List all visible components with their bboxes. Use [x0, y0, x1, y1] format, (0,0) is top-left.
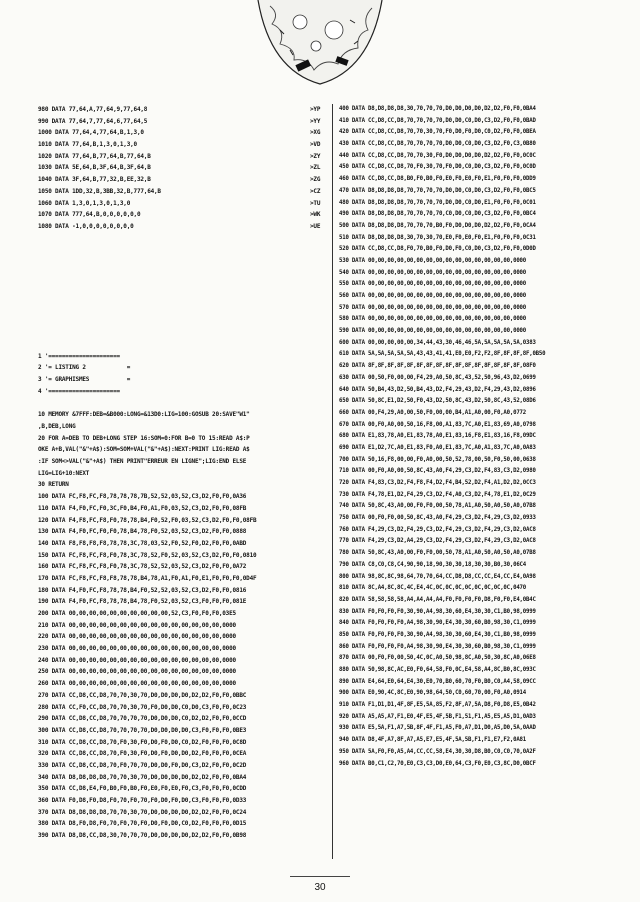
checksum: >ZL	[310, 164, 321, 172]
listing-line: 450 DATA CC,D8,CC,D8,70,F0,30,70,F0,D0,C0,D0,C3,D2,F0,F0,0C0D	[339, 164, 536, 171]
code-text: 990 DATA 77,64,7,77,64,6,77,64,5	[38, 117, 148, 125]
listing-line: 630 DATA 00,50,F0,00,00,F4,29,A0,50,8C,43,52,50,96,43,D2,0699	[339, 374, 536, 381]
listing-line: 180 DATA F4,F0,FC,F8,78,78,B4,F0,52,52,03,52,C3,D2,F0,F0,0816	[38, 586, 247, 594]
listing-line: 520 DATA CC,D8,CC,D8,F0,70,B0,F0,D0,F0,C0,D0,C3,D2,F0,F0,0D0D	[339, 246, 536, 253]
checksum: >CZ	[310, 187, 321, 195]
listing-line: 840 DATA F0,F0,F0,F0,A4,98,30,90,E4,30,30,60,B0,98,30,C1,0999	[339, 620, 536, 627]
listing-line: 120 DATA F4,F8,FC,F8,F0,78,78,B4,F0,52,F0,03,52,C3,D2,F0,F0,08FB	[38, 516, 257, 524]
listing-line: 230 DATA 00,00,00,00,00,00,00,00,00,00,00,00,00,00,00,0000	[38, 645, 236, 653]
code-text: 1080 DATA -1,0,0,0,0,0,0,0,0	[38, 222, 134, 230]
listing-line: LIG=LIG+10:NEXT	[38, 469, 90, 477]
listing-line	[38, 151, 338, 163]
listing-line: 270 DATA CC,D8,CC,D8,70,70,30,70,D0,D0,D0,D0,D2,D2,F0,F0,0BBC	[38, 691, 247, 699]
listing-line: 810 DATA 8C,A4,8C,8C,4C,E4,4C,0C,0C,0C,0C,0C,0C,0C,0C,0470	[339, 585, 527, 592]
listing-line: 460 DATA CC,D8,CC,D8,B0,F0,B0,F0,E0,F0,E0,F0,E1,F0,F0,F0,0DD9	[339, 176, 536, 183]
listing-line: 910 DATA F1,D1,D1,4F,8F,E5,5A,85,F2,8F,A7,5A,D8,F0,D8,E5,0B42	[339, 702, 536, 709]
listing-line: 750 DATA 00,F0,F0,00,50,8C,43,A0,F4,29,C3,D2,F4,29,C3,D2,0933	[339, 515, 536, 522]
checksum: >ZG	[310, 176, 321, 184]
listing-line: 800 DATA 98,8C,8C,98,64,70,70,64,CC,D8,D8,CC,CC,E4,CC,E4,0A98	[339, 573, 536, 580]
listing-line: 670 DATA 00,F0,A0,00,50,16,F8,00,A1,83,7C,A0,E1,83,69,A0,0798	[339, 421, 536, 428]
listing-line: 130 DATA F4,F0,FC,F0,F0,78,B4,78,F0,52,03,52,C3,D2,F0,F0,0888	[38, 528, 247, 536]
right-column	[339, 104, 629, 770]
listing-line: 700 DATA 50,16,F8,00,00,F0,A0,00,50,52,78,00,50,F0,50,00,0638	[339, 456, 536, 463]
listing-line: 260 DATA 00,00,00,00,00,00,00,00,00,00,00,00,00,00,00,0000	[38, 680, 236, 688]
listing-line: 600 DATA 00,00,00,00,00,34,44,43,30,46,46,5A,5A,5A,5A,5A,0383	[339, 339, 536, 346]
listing-line	[38, 104, 338, 116]
listing-line: 190 DATA F4,F0,FC,F8,78,78,B4,78,F0,52,03,52,C3,F0,F0,F0,081E	[38, 598, 247, 606]
cartoon-illustration	[250, 0, 390, 92]
listing-line: 730 DATA F4,78,E1,D2,F4,29,C3,D2,F4,A0,C3,D2,F4,78,E1,D2,0C29	[339, 491, 536, 498]
listing-line: 210 DATA 00,00,00,00,00,00,00,00,00,00,00,00,00,00,00,0000	[38, 621, 236, 629]
listing-line: 940 DATA D8,4F,A7,8F,A7,A5,E7,E5,4F,5A,5B,F1,F1,E7,F2,0A81	[339, 737, 527, 744]
listing-line: 170 DATA FC,F8,FC,F8,F8,78,78,B4,78,A1,F0,A1,F0,E1,F0,F0,F0,0D4F	[38, 574, 257, 582]
checksum: >UE	[310, 222, 321, 230]
listing-line: 30 RETURN	[38, 481, 69, 489]
listing-line: 340 DATA D8,D8,D8,D8,70,70,30,70,D0,D0,D0,D0,D2,D2,F0,F0,0BA4	[38, 773, 247, 781]
listing-line: 500 DATA D8,D8,D8,D8,70,70,70,B0,F0,D0,D0,D0,D2,D2,F0,F0,0CA4	[339, 222, 536, 229]
listing-line	[38, 162, 338, 174]
listing-line: 850 DATA F0,F0,F0,F0,30,90,A4,98,30,30,60,E4,30,C1,B0,98,0999	[339, 631, 536, 638]
listing-line: 900 DATA E0,90,4C,8C,E0,90,98,64,50,C0,60,70,00,F0,A0,0914	[339, 690, 527, 697]
listing-line: 420 DATA CC,D8,CC,D8,70,70,30,70,F0,D0,F0,D0,C0,D2,F0,F0,0BEA	[339, 129, 536, 136]
listing-line: 770 DATA F4,29,C3,D2,A4,29,C3,D2,F4,29,C3,D2,F4,29,C3,D2,0AC8	[339, 538, 536, 545]
code-text: 1020 DATA 77,64,B,77,64,B,77,64,B	[38, 152, 151, 160]
left-column	[38, 104, 338, 842]
page-number: 30	[314, 882, 326, 893]
code-text: 1050 DATA 1DD,32,B,3BB,32,B,777,64,B	[38, 187, 161, 195]
listing-line: 360 DATA F0,D8,F0,D8,F0,70,F0,70,F0,D0,F0,D0,C3,F0,F0,F0,0D33	[38, 797, 247, 804]
listing-line: 200 DATA 00,00,00,00,00,00,00,00,00,00,52,C3,F0,F0,F0,03E5	[38, 610, 236, 617]
checksum: >WK	[310, 211, 321, 219]
listing-line: 220 DATA 00,00,00,00,00,00,00,00,00,00,00,00,00,00,00,0000	[38, 633, 236, 641]
column-divider	[332, 104, 333, 859]
listing-line: 390 DATA D8,D8,CC,D8,30,70,70,70,D0,D0,D0,D0,D2,D2,F0,F0,0B98	[38, 832, 247, 840]
listing-line: OKE A+B,VAL("&"+A$):SOM=SOM+VAL("&"+A$):NEXT:PRINT LIG:READ A$	[38, 446, 250, 454]
listing-line: 490 DATA D8,D8,D8,D8,70,70,70,70,C0,D0,C0,D0,C3,D2,F0,F0,0BC4	[339, 211, 536, 218]
listing-line	[38, 174, 338, 186]
listing-line: 690 DATA E1,D2,7C,A0,E1,83,F0,A0,E1,83,7C,A0,A1,83,7C,A0,0A83	[339, 444, 536, 451]
code-text: 1000 DATA 77,64,4,77,64,B,1,3,0	[38, 129, 144, 137]
listing-line: 380 DATA D8,F0,D8,F0,70,F0,70,F0,D0,F0,D0,C0,D2,F0,F0,F0,0D15	[38, 820, 247, 828]
listing-line: 2 '= LISTING 2 =	[38, 364, 131, 372]
listing-line: 540 DATA 00,00,00,00,00,00,00,00,00,00,00,00,00,00,00,0000	[339, 269, 527, 276]
listing-line: 410 DATA CC,D8,CC,D8,70,70,70,70,D0,D0,C0,D0,C3,D2,F0,F0,0BAD	[339, 117, 536, 124]
listing-line: 960 DATA B0,C1,C2,70,E0,C3,C3,D0,E0,64,C3,F0,E0,C3,8C,D0,0BCF	[339, 760, 536, 767]
listing-line	[38, 116, 338, 128]
listing-line	[38, 186, 338, 198]
listing-line: 330 DATA CC,D8,CC,D8,70,F0,70,70,D0,D0,F0,D0,C3,D2,F0,F0,0C2D	[38, 761, 247, 769]
listing-line: 20 FOR A=DEB TO DEB+LONG STEP 16:SOM=0:FOR B=0 TO 15:READ A$:P	[38, 434, 250, 442]
listing-line: 150 DATA FC,F8,FC,F8,F0,78,3C,78,52,F0,52,03,52,C3,D2,F0,F0,0810	[38, 551, 257, 559]
listing-line: 140 DATA F8,F8,F8,F8,78,78,3C,78,03,52,F0,52,F0,D2,F0,F0,0ABD	[38, 539, 247, 547]
code-text: 1030 DATA 5E,64,B,3F,64,B,3F,64,B	[38, 164, 151, 172]
listing-line: 570 DATA 00,00,00,00,00,00,00,00,00,00,00,00,00,00,00,0000	[339, 304, 527, 311]
listing-line: 10 MEMORY &7FFF:DEB=&B000:LONG=&13D0:LIG=100:GOSUB 20:SAVE"W1"	[38, 411, 250, 419]
listing-line: 310 DATA CC,D8,CC,D8,70,F0,30,F0,D0,F0,D0,C0,D2,F0,F0,F0,0C8D	[38, 738, 247, 746]
checksum: >TU	[310, 199, 321, 207]
listing-line: 660 DATA 00,F4,29,A0,00,50,F0,00,00,B4,A1,A0,00,F0,A0,0772	[339, 409, 527, 416]
listing-line: 720 DATA F4,83,C3,D2,F4,F8,F4,D2,F4,B4,52,D2,F4,A1,D2,D2,0CC3	[339, 480, 536, 486]
listing-line: 830 DATA F0,F0,F0,F0,30,90,A4,98,30,60,E4,30,30,C1,B0,98,0999	[339, 608, 536, 615]
listing-line: 530 DATA 00,00,00,00,00,00,00,00,00,00,00,00,00,00,00,0000	[339, 257, 527, 264]
checksum: >YP	[310, 106, 321, 113]
listing-line: 300 DATA CC,D8,CC,D8,70,70,70,70,D0,D0,D0,D0,C3,F0,F0,F0,0BE3	[38, 726, 247, 734]
listing-line: 650 DATA 50,8C,E1,D2,50,F0,43,D2,50,8C,43,D2,50,8C,43,52,08D6	[339, 398, 536, 405]
listing-line: 280 DATA CC,F0,CC,D8,70,70,30,70,F0,D0,D0,C0,D0,C3,F0,F0,0C23	[38, 703, 247, 711]
listing-line: 110 DATA F4,F0,FC,F0,3C,F0,B4,F0,A1,F0,03,52,C3,D2,F0,F0,08FB	[38, 504, 247, 512]
spacer	[38, 233, 338, 351]
listing-line: 950 DATA 5A,F0,F0,A5,A4,CC,CC,58,E4,30,30,D8,B0,C0,C0,70,0A2F	[339, 748, 536, 755]
listing-line: ,B,DEB,LONG	[38, 423, 76, 430]
listing-line: 100 DATA FC,F8,FC,F8,78,78,78,7B,52,52,03,52,C3,D2,F0,F0,0A36	[38, 493, 247, 501]
listing-line: 680 DATA E1,83,78,A0,E1,83,78,A0,E1,83,16,F8,E1,83,16,F8,09DC	[339, 433, 536, 440]
listing-line: 890 DATA E4,64,E0,64,E4,30,E0,70,B0,60,70,F0,B0,C0,A4,58,09CC	[339, 678, 536, 685]
listing-line: 4 '=====================	[38, 387, 120, 395]
code-text: 1070 DATA 777,64,B,0,0,0,0,0,0	[38, 211, 141, 219]
code-text: 980 DATA 77,64,A,77,64,9,77,64,8	[38, 106, 148, 113]
listing-line: 920 DATA A5,A5,A7,F1,E0,4F,E5,4F,5B,F1,51,F1,A5,E5,A5,D1,0AD3	[339, 713, 536, 720]
listing-line	[38, 139, 338, 151]
listing-line: 620 DATA 8F,8F,8F,8F,8F,8F,8F,8F,8F,8F,8F,8F,8F,8F,8F,8F,08F0	[339, 363, 536, 370]
listing-line: 470 DATA D8,D8,D8,D8,70,70,70,70,D0,D0,C0,D0,C3,D2,F0,F0,0BC5	[339, 187, 536, 194]
listing-line: 610 DATA 5A,5A,5A,5A,5A,43,43,41,41,E0,E0,F2,F2,8F,8F,8F,8F,0B50	[339, 351, 546, 358]
listing-line: 550 DATA 00,00,00,00,00,00,00,00,00,00,00,00,00,00,00,0000	[339, 281, 527, 288]
listing-line: 760 DATA F4,29,C3,D2,F4,29,C3,D2,F4,29,C3,D2,F4,29,C3,D2,0AC8	[339, 526, 536, 533]
listing-line: 3 '= GRAPHISMES =	[38, 375, 131, 383]
checksum: >ZY	[310, 152, 321, 160]
listing-line: 580 DATA 00,00,00,00,00,00,00,00,00,00,00,00,00,00,00,0000	[339, 316, 527, 323]
listing-line: 780 DATA 50,8C,43,A0,00,F0,F0,00,50,78,A1,A0,50,A0,50,A0,07B8	[339, 550, 536, 557]
listing-line: 590 DATA 00,00,00,00,00,00,00,00,00,00,00,00,00,00,00,0000	[339, 328, 527, 335]
code-text: 1060 DATA 1,3,0,1,3,0,1,3,0	[38, 199, 131, 207]
listing-line: 160 DATA FC,F8,FC,F8,F0,78,3C,78,52,52,03,52,C3,D2,F0,F0,0A72	[38, 563, 247, 571]
listing-line: 560 DATA 00,00,00,00,00,00,00,00,00,00,00,00,00,00,00,0000	[339, 293, 527, 299]
checksum: >VD	[310, 141, 321, 149]
spacer	[38, 397, 338, 409]
listing-line: 740 DATA 50,8C,43,A0,00,F0,F0,00,50,78,A1,A0,50,A0,50,A0,07B8	[339, 503, 536, 510]
code-text: 1040 DATA 3F,64,B,77,32,B,EE,32,B	[38, 176, 151, 184]
listing-line: 350 DATA CC,D8,E4,F0,B0,F0,B0,F0,E0,F0,E0,F0,C3,F0,F0,F0,0CDD	[38, 785, 247, 793]
checksum: >XG	[310, 129, 321, 137]
listing-line: 710 DATA 00,F0,A0,00,50,8C,43,A0,F4,29,C3,D2,F4,83,C3,D2,0980	[339, 468, 536, 475]
listing-line: :IF SOM<>VAL("&"+A$) THEN PRINT"ERREUR EN LIGNE";LIG:END ELSE	[38, 458, 247, 466]
listing-line: 930 DATA E5,5A,F1,A7,5B,8F,4F,F1,A5,F0,A7,D1,D0,A5,D0,5A,0AAD	[339, 725, 536, 732]
listing-line: 430 DATA CC,D8,CC,D8,70,70,70,70,D0,D0,C0,D0,C3,D2,F0,C3,0B80	[339, 141, 536, 148]
listing-line: 290 DATA CC,D8,CC,D8,70,70,70,70,D0,D0,D0,C0,D2,D2,F0,F0,0CCD	[38, 715, 247, 723]
listing-line	[38, 127, 338, 139]
listing-line: 440 DATA CC,D8,CC,D8,70,70,30,F0,D0,D0,D0,D0,D2,D2,F0,F0,0C0C	[339, 152, 536, 159]
listing-line	[38, 221, 338, 233]
listing-line: 480 DATA D8,D8,D8,D8,70,70,70,70,D0,D0,C0,D0,E1,F0,F0,F0,0C01	[339, 199, 536, 206]
listing-line: 820 DATA 58,58,58,58,A4,A4,A4,A4,F0,F0,F0,F0,D8,F0,F0,E4,0B4C	[339, 596, 536, 603]
listing-line: 370 DATA D8,D8,D8,D8,70,70,30,70,D0,D0,D0,D0,D2,D2,F0,F0,0C24	[38, 808, 247, 816]
listing-line: 1 '=====================	[38, 352, 120, 360]
listing-line: 320 DATA CC,D8,CC,D8,70,F0,30,F0,D0,F0,D0,D0,D2,F0,F0,F0,0CEA	[38, 750, 247, 758]
listing-line: 640 DATA 50,B4,43,D2,50,B4,43,D2,F4,29,43,D2,F4,29,43,D2,0896	[339, 386, 536, 393]
listing-line: 790 DATA C8,C0,C8,C4,90,90,18,90,30,30,18,30,30,B0,30,06C4	[339, 561, 527, 568]
listing-line: 880 DATA 50,98,8C,AC,E0,F0,64,58,F0,0C,E4,58,A4,8C,B0,8C,093C	[339, 667, 536, 673]
listing-line: 250 DATA 00,00,00,00,00,00,00,00,00,00,00,00,00,00,00,0000	[38, 668, 236, 676]
code-text: 1010 DATA 77,64,B,1,3,0,1,3,0	[38, 141, 137, 149]
listing-line	[38, 209, 338, 221]
listing-line: 870 DATA 00,F0,F0,00,50,4C,0C,A0,50,98,8C,A0,50,30,8C,A0,06E8	[339, 655, 536, 662]
listing-line: 860 DATA F0,F0,F0,F0,A4,98,30,90,E4,30,30,60,B0,98,30,C1,0999	[339, 643, 536, 650]
listing-line: 400 DATA D8,D8,D8,D8,30,70,70,70,D0,D0,D0,D0,D2,D2,F0,F0,0BA4	[339, 106, 536, 112]
page-number-rule	[290, 876, 350, 877]
listing-line: 510 DATA D8,D8,D8,D8,30,70,30,70,E0,F0,E0,F0,E1,F0,F0,F0,0C31	[339, 234, 536, 241]
listing-line: 240 DATA 00,00,00,00,00,00,00,00,00,00,00,00,00,00,00,0000	[38, 656, 236, 664]
checksum: >YY	[310, 117, 321, 125]
listing-line	[38, 198, 338, 210]
